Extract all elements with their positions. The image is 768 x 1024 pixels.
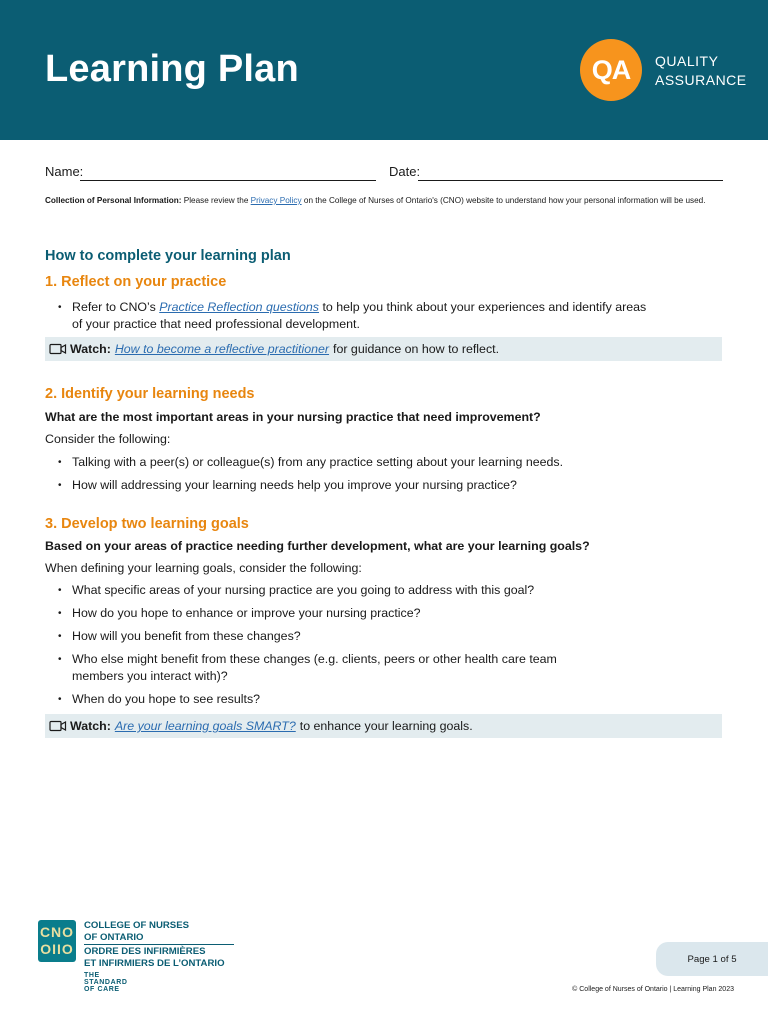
watch-label: Watch: [70,342,111,356]
list-item: • Refer to CNO’s Practice Reflection questions to help you think about your experiences and identify areas of your practice that need professional development. [58,299,646,333]
privacy-heading: Collection of Personal Information: [45,196,182,205]
list-item: • When do you hope to see results? [58,691,557,708]
privacy-policy-link[interactable]: Privacy Policy [250,196,302,205]
video-camera-icon [49,343,67,355]
qa-logo-line2: ASSURANCE [655,72,747,88]
qa-logo-line1: QUALITY [655,53,719,69]
privacy-notice: Collection of Personal Information: Please review the Privacy Policy on the College of Nurses of Ontario's (CNO) website to understand how your personal information will be used. [45,196,706,205]
copyright: © College of Nurses of Ontario | Learning Plan 2023 [572,986,734,993]
name-field[interactable] [80,180,376,181]
section3-consider: When defining your learning goals, consider the following: [45,561,362,575]
qa-logo-text [655,52,747,90]
section3-question: Based on your areas of practice needing further development, what are your learning goals? [45,539,590,553]
video-camera-icon [49,720,67,732]
date-field[interactable] [418,180,723,181]
watch-banner-goals: Watch: Are your learning goals SMART? to enhance your learning goals. [45,714,722,738]
list-item: • Who else might benefit from these changes (e.g. clients, peers or other health care team members you interact with)? [58,651,557,685]
section2-heading: 2. Identify your learning needs [45,386,255,402]
section1-heading: 1. Reflect on your practice [45,274,227,290]
header-banner [0,0,768,140]
instructions-heading: How to complete your learning plan [45,248,291,264]
cno-mark-icon: CNO OIIO [38,920,76,962]
list-item: • How will you benefit from these changes? [58,628,557,645]
reflective-practitioner-link[interactable]: How to become a reflective practitioner [114,342,330,356]
smart-goals-link[interactable]: Are your learning goals SMART? [114,719,296,733]
page-number: Page 1 of 5 [656,942,768,976]
cno-tagline: THE STANDARD OF CARE [84,972,128,993]
section2-list [58,454,563,500]
cno-wordmark: COLLEGE OF NURSES OF ONTARIO ORDRE DES INFIRMIÈRES ET INFIRMIERS DE L’ONTARIO [84,920,254,969]
section2-question: What are the most important areas in your nursing practice that need improvement? [45,410,541,424]
page-title: Learning Plan [45,48,299,90]
watch-label: Watch: [70,719,111,733]
watch-banner-reflect: Watch: How to become a reflective practitioner for guidance on how to reflect. [45,337,722,361]
list-item: • Talking with a peer(s) or colleague(s) from any practice setting about your learning needs. [58,454,563,471]
list-item: • How do you hope to enhance or improve your nursing practice? [58,605,557,622]
date-label: Date: [389,164,421,179]
list-item: • How will addressing your learning needs help you improve your nursing practice? [58,477,563,494]
divider [84,944,234,945]
name-label: Name: [45,164,84,179]
practice-reflection-link[interactable]: Practice Reflection questions [159,300,320,314]
qa-logo-icon: QA [580,39,642,101]
section3-heading: 3. Develop two learning goals [45,516,249,532]
section1-list [58,299,646,339]
list-item: • What specific areas of your nursing practice are you going to address with this goal? [58,582,557,599]
section3-list [58,582,557,714]
section2-consider: Consider the following: [45,432,171,446]
